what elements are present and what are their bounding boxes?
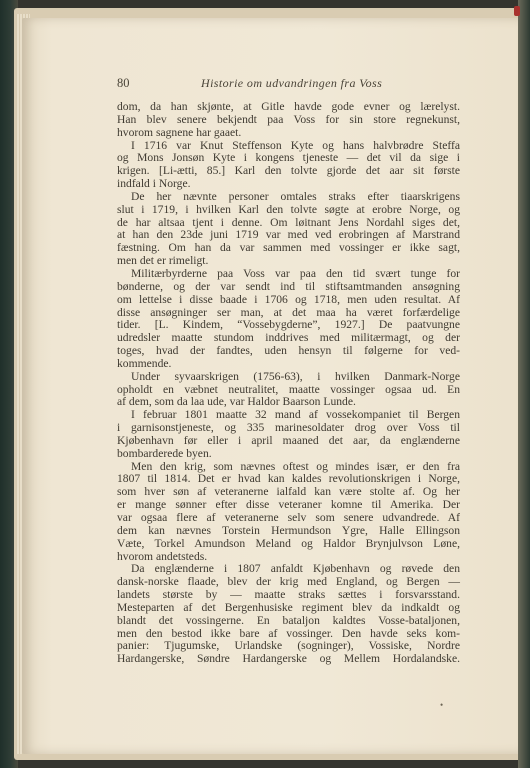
text-line: bombarderede byen. [117, 446, 212, 460]
text-line: som hver søn af veteranerne ialfald kan være stolte af. Og her [117, 485, 460, 499]
text-line: fæstning. Om han da var sammen med vossinger er ikke sagt, [117, 241, 460, 255]
text-line: i garnisonstjeneste, og 335 marinesoldater drog over Voss til [117, 421, 460, 435]
running-title: Historie om udvandringen fra Voss [201, 76, 383, 90]
text-line: De her nævnte personer omtales straks efter tiaarskrigens [131, 189, 460, 203]
text-line: er mange sønner efter disse veteraner komne til Amerika. Der [117, 498, 460, 512]
text-line: Han blev senere bekjendt paa Voss for sin store regnekunst, [117, 112, 460, 126]
text-line: disse ansøgninger ser man, at det maa ha været forfærdelige [117, 305, 460, 319]
text-line: toges, hvad der fandtes, uden hensyn til følgerne for ved- [117, 344, 460, 358]
text-line: de har altsaa tjent i denne. Om løitnant Jens Nordahl siges det, [117, 215, 460, 229]
text-line: indfald i Norge. [117, 177, 191, 191]
text-line: Men den krig, som nævnes oftest og mindes især, er den fra [131, 459, 460, 473]
text-line: I februar 1801 maatte 32 mand af vossekompaniet til Bergen [131, 408, 460, 422]
text-line: Hardangerske, Søndre Hardangerske og Mellem Hordalandske. [117, 652, 460, 666]
page-number: 80 [117, 76, 130, 90]
text-line: kommende. [117, 356, 172, 370]
text-line: dansk-norske flaade, blev der krig med England, og Bergen — [117, 575, 460, 589]
text-line: tider. [L. Kindem, “Vossebygderne”, 1927.] De paatvungne [117, 318, 460, 332]
text-line: slut i 1719, i hvilken Karl den tolvte søgte at erobre Norge, og [117, 202, 460, 216]
text-line: men det er rimeligt. [117, 254, 209, 268]
text-line: bønderne, og der var sendt ind til stiftsamtmanden ansøgning [117, 279, 460, 293]
body-text [117, 101, 460, 666]
text-line: at han den 23de juni 1719 var med ved erobringen af Marstrand [117, 228, 460, 242]
book-right-edge [518, 0, 530, 768]
text-line: I 1716 var Knut Steffenson Kyte og hans halvbrødre Steffa [131, 138, 460, 152]
text-line: og Mons Jonsøn Kyte i kongens tjeneste — det vil da sige i [117, 151, 460, 165]
text-line: opholdt en væbnet neutralitet, maatte vossinger ogsaa ud. En [117, 382, 460, 396]
page-speck: • [440, 700, 444, 710]
text-line: hvorom sagnene har gaaet. [117, 125, 242, 139]
text-line: dem kan nævnes Torstein Hermundson Ygre, Halle Ellingson [117, 523, 460, 537]
text-line: krigen. [Li-ætti, 85.] Karl den tolvte gjorde det aar sit første [117, 164, 460, 178]
bookmark-ribbon [514, 6, 520, 16]
running-header [117, 76, 467, 92]
text-line: landets største by — maatte straks sættes i forsvarsstand. [117, 588, 460, 602]
text-line: Væte, Torkel Amundson Meland og Haldor Brynjulvson Løne, [117, 536, 460, 550]
text-line: af dem, som da laa ude, var Haldor Baarson Lunde. [117, 395, 356, 409]
text-line: Da englænderne i 1807 anfaldt Kjøbenhavn og røvede den [131, 562, 460, 576]
text-line: Militærbyrderne paa Voss var paa den tid svært tunge for [131, 266, 460, 280]
text-line: panier: Tjugumske, Urlandske (sogninger), Vossiske, Nordre [117, 639, 460, 653]
text-line: dom, da han skjønte, at Gitle havde gode evner og lærelyst. [117, 100, 460, 113]
text-line: om lettelse i disse baade i 1706 og 1718, men uden resultat. Af [117, 292, 460, 306]
text-line: 1807 til 1814. Det er hvad kan kaldes revolutionskrigen i Norge, [117, 472, 460, 486]
text-line: Under syvaarskrigen (1756-63), i hvilken Danmark-Norge [131, 369, 460, 383]
text-line: var ogsaa flere af veteranerne selv som senere udvandrede. Af [117, 511, 460, 524]
text-line: hvorom andetsteds. [117, 549, 208, 563]
text-line: Mesteparten af det Bergenhusiske regiment blev da indkaldt og [117, 600, 460, 614]
text-line: Kjøbenhavn før eller i april maaned det aar, da englænderne [117, 433, 460, 447]
text-line: udredsler maatte stundom inddrives med militærmagt, og der [117, 331, 460, 345]
text-line: men den bestod ikke bare af vossinger. Den havde seks kom- [117, 626, 460, 640]
text-line: blandt det vossingerne. En bataljon kaldtes Vosse-bataljonen, [117, 613, 460, 627]
